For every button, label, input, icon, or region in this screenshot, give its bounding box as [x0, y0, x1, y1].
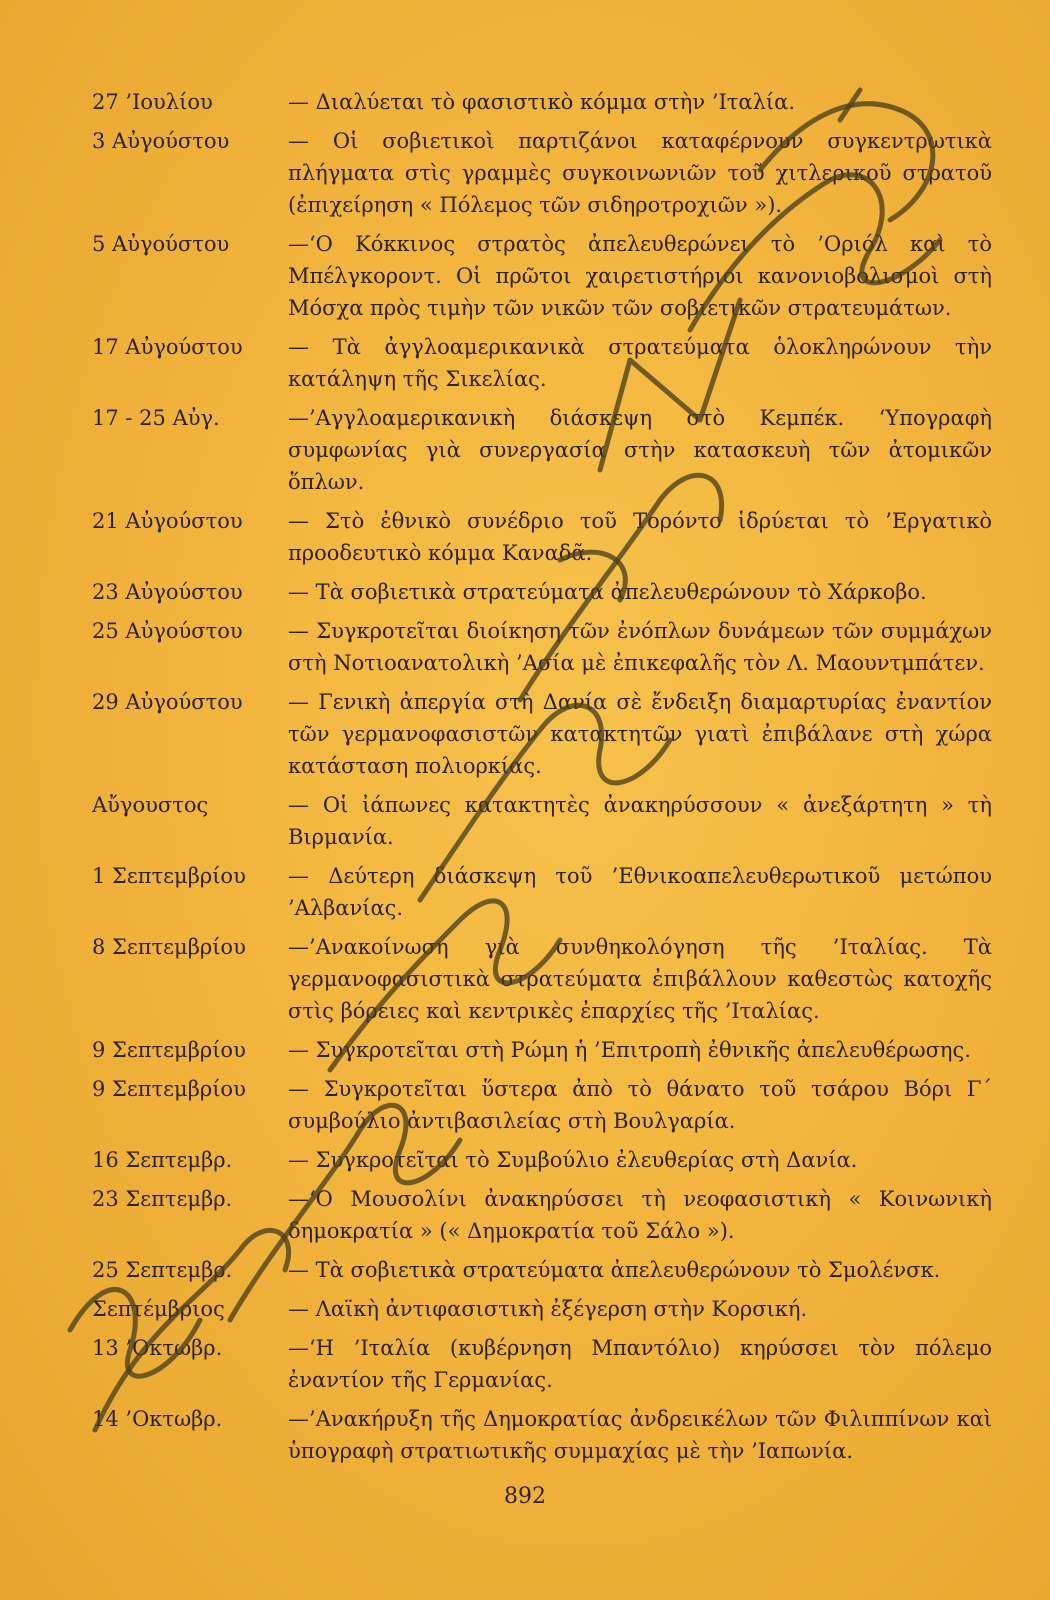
entry-date: 9 Σεπτεμβρίου	[92, 1038, 246, 1062]
chronology-entry	[92, 125, 992, 221]
page-number: 892	[504, 1484, 546, 1509]
entry-date: 21 Αὐγούστου	[92, 509, 243, 533]
chronology-entry	[92, 931, 992, 1027]
entry-text: — Οἱ σοβιετικοὶ παρτιζάνοι καταφέρνουν συγκεντρωτικὰ πλήγματα στὶς γραμμὲς συγκοινωνιῶν τοῦ χιτλερικοῦ στρατοῦ (ἐπιχείρηση « Πόλεμος τῶν σιδηροτροχιῶν »).	[288, 129, 992, 217]
chronology-entry	[92, 789, 992, 853]
entry-text: —’Αγγλοαμερικανικὴ διάσκεψη στὸ Κεμπέκ. ‘Υπογραφὴ συμφωνίας γιὰ συνεργασία στὴν κατασκευὴ τῶν ἀτομικῶν ὅπλων.	[288, 406, 992, 494]
entry-date: 9 Σεπτεμβρίου	[92, 1077, 246, 1101]
entry-date: 25 Αὐγούστου	[92, 619, 243, 643]
entry-date: 23 Αὐγούστου	[92, 580, 243, 604]
entry-text: — Δεύτερη διάσκεψη τοῦ ’Εθνικοαπελευθερωτικοῦ μετώπου ’Αλβανίας.	[288, 864, 992, 920]
entry-date: Αὔγουστος	[92, 793, 209, 817]
chronology-entry	[92, 1293, 992, 1325]
chronology-entry	[92, 86, 992, 118]
chronology-list	[92, 86, 992, 1474]
entry-date: 1 Σεπτεμβρίου	[92, 864, 246, 888]
entry-date: 27 ’Ιουλίου	[92, 90, 213, 114]
entry-date: 8 Σεπτεμβρίου	[92, 935, 246, 959]
chronology-entry	[92, 402, 992, 498]
entry-text: — Συγκροτεῖται διοίκηση τῶν ἐνόπλων δυνάμεων τῶν συμμάχων στὴ Νοτιοανατολικὴ ’Ασία μὲ ἐπικεφαλῆς τὸν Λ. Μαουντμπάτεν.	[288, 619, 992, 675]
entry-text: —‘Ο Μουσολίνι ἀνακηρύσσει τὴ νεοφασιστικὴ « Κοινωνικὴ δημοκρατία » (« Δημοκρατία τοῦ Σάλο »).	[288, 1187, 992, 1243]
chronology-entry	[92, 1254, 992, 1286]
chronology-entry	[92, 1144, 992, 1176]
chronology-entry	[92, 1332, 992, 1396]
entry-text: — Συγκροτεῖται στὴ Ρώμη ἡ ’Επιτροπὴ ἐθνικῆς ἀπελευθέρωσης.	[288, 1038, 971, 1062]
chronology-entry	[92, 228, 992, 324]
chronology-entry	[92, 615, 992, 679]
entry-text: — Τὰ σοβιετικὰ στρατεύματα ἀπελευθερώνουν τὸ Χάρκοβο.	[288, 580, 927, 604]
chronology-entry	[92, 686, 992, 782]
chronology-entry	[92, 1073, 992, 1137]
chronology-entry	[92, 505, 992, 569]
chronology-entry	[92, 1183, 992, 1247]
chronology-entry	[92, 1403, 992, 1467]
entry-text: — Στὸ ἐθνικὸ συνέδριο τοῦ Τορόντο ἱδρύεται τὸ ’Εργατικὸ προοδευτικὸ κόμμα Καναδᾶ.	[288, 509, 992, 565]
entry-text: — Γενικὴ ἀπεργία στὴ Δανία σὲ ἔνδειξη διαμαρτυρίας ἐναντίον τῶν γερμανοφασιστῶν κατακτητῶν γιατὶ ἐπιβάλανε στὴ χώρα κατάσταση πολιορκίας.	[288, 690, 992, 778]
entry-date: 17 - 25 Αὐγ.	[92, 406, 220, 430]
entry-date: 14 ’Οκτωβρ.	[92, 1407, 223, 1431]
entry-text: —’Ανακήρυξη τῆς Δημοκρατίας ἀνδρεικέλων τῶν Φιλιππίνων καὶ ὑπογραφὴ στρατιωτικῆς συμμαχίας μὲ τὴν ’Ιαπωνία.	[288, 1407, 992, 1463]
entry-text: — Διαλύεται τὸ φασιστικὸ κόμμα στὴν ’Ιταλία.	[288, 90, 796, 114]
entry-text: — Τὰ σοβιετικὰ στρατεύματα ἀπελευθερώνουν τὸ Σμολένσκ.	[288, 1258, 941, 1282]
chronology-entry	[92, 1034, 992, 1066]
entry-text: —’Ανακοίνωση γιὰ συνθηκολόγηση τῆς ’Ιταλίας. Τὰ γερμανοφασιστικὰ στρατεύματα ἐπιβάλλουν καθεστὼς κατοχῆς στὶς βόρειες καὶ κεντρικὲς ἐπαρχίες τῆς ’Ιταλίας.	[288, 935, 992, 1023]
chronology-entry	[92, 576, 992, 608]
entry-date: 3 Αὐγούστου	[92, 129, 230, 153]
entry-text: —‘Η ’Ιταλία (κυβέρνηση Μπαντόλιο) κηρύσσει τὸν πόλεμο ἐναντίον τῆς Γερμανίας.	[288, 1336, 992, 1392]
entry-date: 23 Σεπτεμβρ.	[92, 1187, 233, 1211]
entry-text: — Συγκροτεῖται ὕστερα ἀπὸ τὸ θάνατο τοῦ τσάρου Βόρι Γ΄ συμβούλιο ἀντιβασιλείας στὴ Βουλγαρία.	[288, 1077, 992, 1133]
entry-text: — Οἱ ἰάπωνες κατακτητὲς ἀνακηρύσσουν « ἀνεξάρτητη » τὴ Βιρμανία.	[288, 793, 992, 849]
entry-text: — Συγκροτεῖται τὸ Συμβούλιο ἐλευθερίας στὴ Δανία.	[288, 1148, 858, 1172]
chronology-entry	[92, 860, 992, 924]
entry-date: 16 Σεπτεμβρ.	[92, 1148, 233, 1172]
chronology-entry	[92, 331, 992, 395]
entry-text: —‘Ο Κόκκινος στρατὸς ἀπελευθερώνει τὸ ’Οριόλ καὶ τὸ Μπέλγκορoντ. Οἱ πρῶτοι χαιρετιστήριοι κανονιοβολισμοὶ στὴ Μόσχα πρὸς τιμὴν τῶν νικῶν τῶν σοβιετικῶν στρατευμάτων.	[288, 232, 992, 320]
entry-date: 29 Αὐγούστου	[92, 690, 243, 714]
entry-text: — Λαϊκὴ ἀντιφασιστικὴ ἐξέγερση στὴν Κορσική.	[288, 1297, 808, 1321]
entry-date: 25 Σεπτεμβρ.	[92, 1258, 233, 1282]
entry-date: 5 Αὐγούστου	[92, 232, 230, 256]
entry-date: 13 ’Οκτωβρ.	[92, 1336, 223, 1360]
entry-date: 17 Αὐγούστου	[92, 335, 243, 359]
entry-date: Σεπτέμβριος	[92, 1297, 225, 1321]
entry-text: — Τὰ ἀγγλοαμερικανικὰ στρατεύματα ὁλοκληρώνουν τὴν κατάληψη τῆς Σικελίας.	[288, 335, 992, 391]
